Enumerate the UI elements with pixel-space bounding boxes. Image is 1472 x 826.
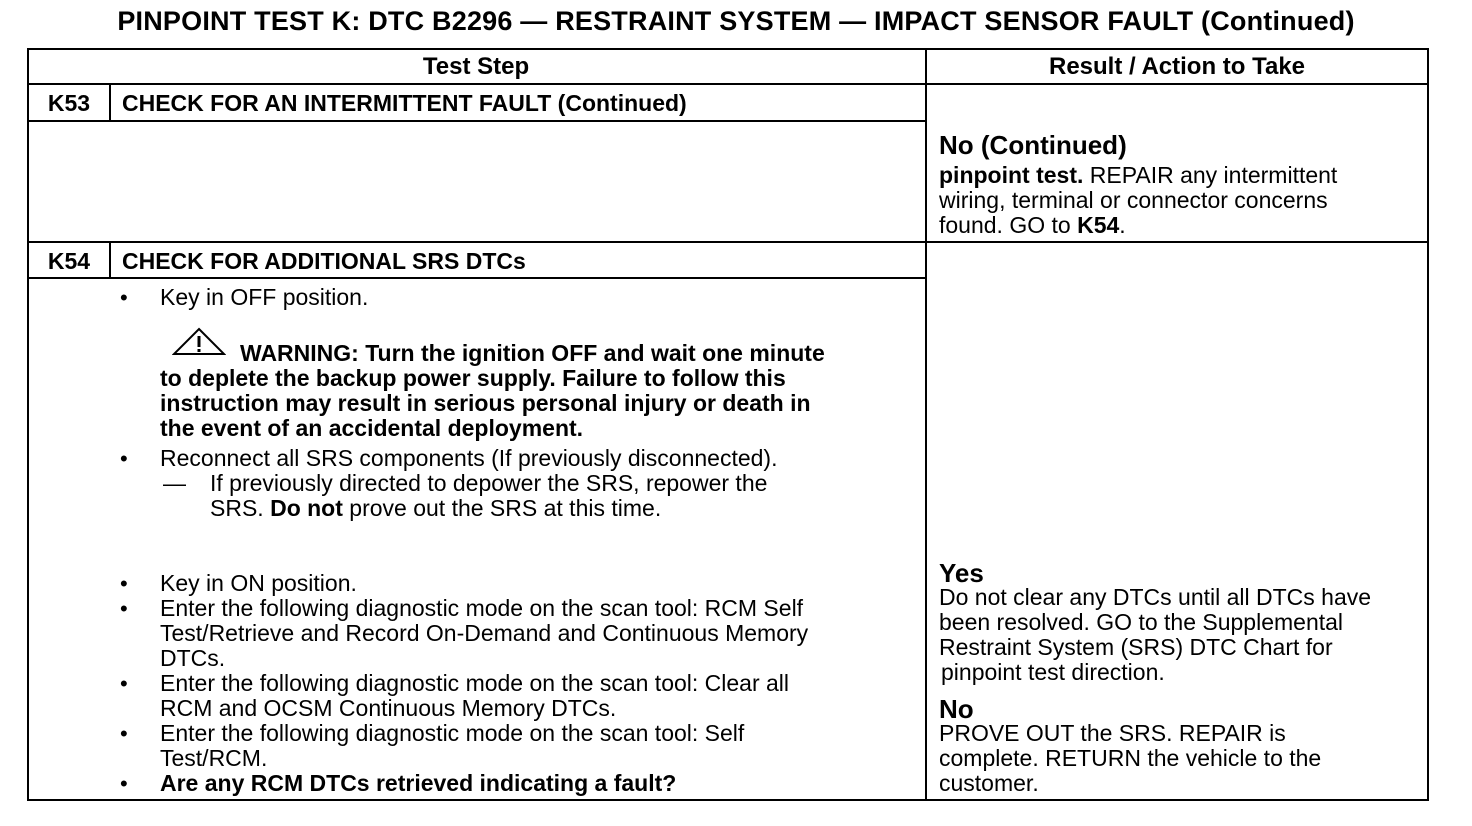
k54-step-7-question: Are any RCM DTCs retrieved indicating a fault?: [160, 770, 677, 796]
k53-title-divider: [27, 120, 927, 122]
dash-mark: —: [163, 470, 186, 496]
k53-id-divider: [109, 84, 111, 121]
k54-step-id: K54: [47, 248, 91, 274]
k53-result-lead: pinpoint test.: [939, 162, 1084, 188]
yes-text-4: pinpoint test direction.: [941, 659, 1165, 685]
bullet-mark: •: [120, 571, 128, 596]
k54-title-divider: [27, 277, 927, 279]
column-divider: [925, 48, 927, 801]
k54-substep-2-post: prove out the SRS at this time.: [342, 495, 662, 521]
page-title: PINPOINT TEST K: DTC B2296 — RESTRAINT SYSTEM — IMPACT SENSOR FAULT (Continued): [117, 6, 1355, 36]
k53-bottom-divider: [27, 241, 1429, 243]
k54-step-4-line-3: DTCs.: [160, 645, 226, 671]
k54-step-5-line-2: RCM and OCSM Continuous Memory DTCs.: [160, 695, 617, 721]
no-text-1: PROVE OUT the SRS. REPAIR is: [939, 720, 1286, 746]
bullet-mark: •: [120, 671, 128, 696]
k54-step-3: Key in ON position.: [160, 570, 357, 596]
k54-substep-2-pre: SRS.: [210, 495, 271, 521]
k53-result-l1: REPAIR any intermittent: [1083, 162, 1338, 188]
k53-result-text-2: wiring, terminal or connector concerns: [939, 187, 1328, 213]
header-result: Result / Action to Take: [1048, 53, 1306, 80]
bullet-mark: •: [120, 771, 128, 796]
k54-step-2: Reconnect all SRS components (If previously disconnected).: [160, 445, 778, 471]
k53-result-text-1: [939, 163, 1337, 188]
warning-text-3: instruction may result in serious personal injury or death in: [160, 390, 811, 416]
no-text-3: customer.: [939, 770, 1039, 796]
k54-step-4-line-2: Test/Retrieve and Record On-Demand and Continuous Memory: [160, 620, 809, 646]
k54-step-5-line-1: Enter the following diagnostic mode on the scan tool: Clear all: [160, 670, 790, 696]
k54-id-divider: [109, 242, 111, 278]
warning-text-2: to deplete the backup power supply. Failure to follow this: [160, 365, 786, 391]
bullet-mark: •: [120, 446, 128, 471]
warning-text-1: WARNING: Turn the ignition OFF and wait one minute: [240, 340, 825, 366]
k54-substep-1: If previously directed to depower the SRS, repower the: [210, 470, 768, 496]
header-test-step: Test Step: [422, 53, 530, 80]
bullet-mark: •: [120, 596, 128, 621]
k54-step-title: CHECK FOR ADDITIONAL SRS DTCs: [122, 248, 526, 274]
k53-step-title: CHECK FOR AN INTERMITTENT FAULT (Continued): [122, 90, 687, 116]
k54-substep-2-bold: Do not: [270, 495, 343, 521]
k53-result-l3-pre: found. GO to: [939, 212, 1078, 238]
no-heading: No: [939, 694, 974, 724]
warning-triangle-icon: [172, 327, 226, 357]
k54-step-6-line-2: Test/RCM.: [160, 745, 268, 771]
yes-text-1: Do not clear any DTCs until all DTCs have: [939, 584, 1372, 610]
yes-text-2: been resolved. GO to the Supplemental: [939, 609, 1344, 635]
k54-substep-2: [210, 496, 661, 521]
yes-heading: Yes: [939, 558, 984, 588]
no-text-2: complete. RETURN the vehicle to the: [939, 745, 1322, 771]
k53-result-l3-post: .: [1119, 212, 1126, 238]
k53-result-text-3: [939, 213, 1126, 238]
bullet-mark: •: [120, 285, 128, 310]
k54-step-1: Key in OFF position.: [160, 284, 369, 310]
header-divider: [27, 83, 1429, 85]
yes-text-3: Restraint System (SRS) DTC Chart for: [939, 634, 1333, 660]
warning-text-4: the event of an accidental deployment.: [160, 415, 584, 441]
k53-result-heading: No (Continued): [939, 130, 1127, 160]
k54-step-4-line-1: Enter the following diagnostic mode on the scan tool: RCM Self: [160, 595, 804, 621]
k53-step-id: K53: [47, 90, 91, 116]
k54-reference-link[interactable]: K54: [1077, 212, 1120, 238]
bullet-mark: •: [120, 721, 128, 746]
k54-step-6-line-1: Enter the following diagnostic mode on the scan tool: Self: [160, 720, 745, 746]
